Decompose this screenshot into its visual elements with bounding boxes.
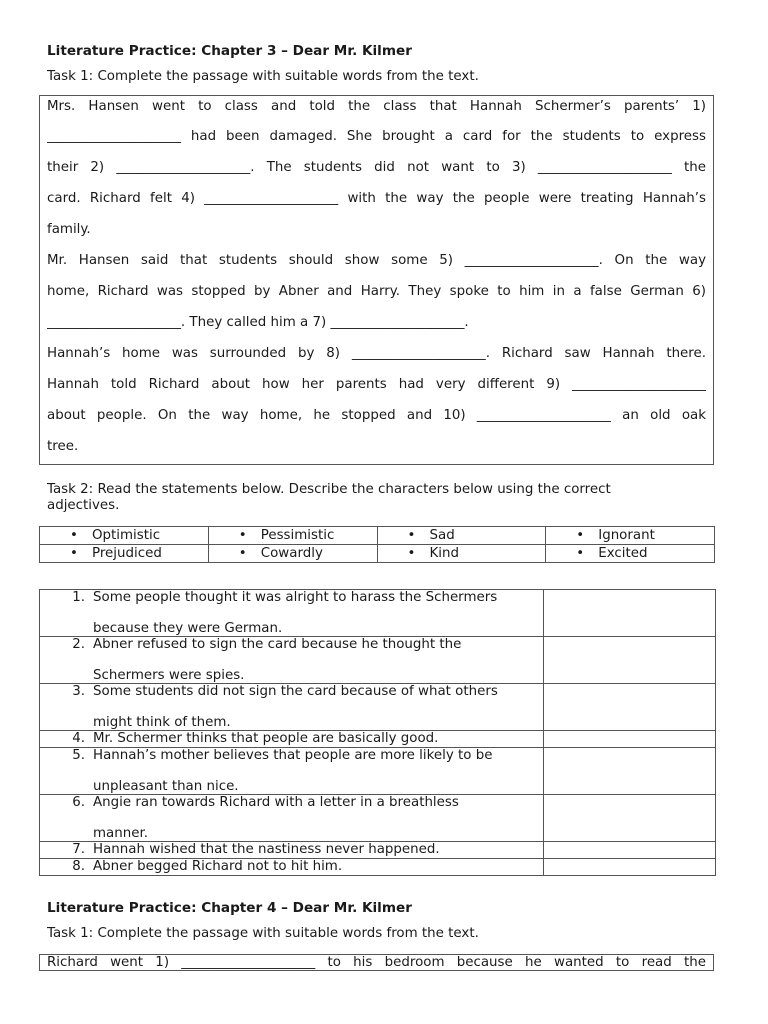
passage-line: Hannah’s home was surrounded by 8) ____________________. Richard saw Hannah there. — [47, 346, 706, 361]
bullet-icon: • — [576, 546, 585, 561]
bullet-icon: • — [70, 546, 78, 561]
adjective-cell — [40, 545, 209, 563]
chapter3-passage-box — [39, 95, 714, 465]
answer-cell[interactable] — [544, 590, 716, 637]
passage-line: Mr. Hansen said that students should show some 5) ____________________. On the way — [47, 253, 706, 268]
statement-text: Hannah wished that the nastiness never happened. — [93, 842, 440, 857]
statement-text: Angie ran towards Richard with a letter in a breathless — [93, 795, 459, 810]
statement-text: because they were German. — [93, 621, 283, 636]
adjective-label: Sad — [429, 528, 455, 543]
statement-row — [40, 842, 716, 859]
answer-cell[interactable] — [544, 859, 716, 876]
passage-line: their 2) ____________________. The students did not want to 3) ____________________ the — [47, 160, 706, 175]
statement-row — [40, 795, 716, 842]
statement-cell — [40, 731, 544, 748]
adjective-label: Ignorant — [598, 528, 655, 543]
chapter3-task2-instruction — [47, 482, 611, 514]
statement-number: 1. — [72, 590, 85, 605]
passage-line: Hannah told Richard about how her parents had very different 9) ____________________ — [47, 377, 706, 392]
statement-cell — [40, 590, 544, 637]
statement-text: Hannah’s mother believes that people are more likely to be — [93, 748, 493, 763]
adjective-cell — [208, 527, 377, 545]
passage-line: home, Richard was stopped by Abner and Harry. They spoke to him in a false German 6) — [47, 284, 706, 299]
adjective-label: Kind — [429, 546, 459, 561]
statement-number: 6. — [72, 795, 85, 810]
bullet-icon: • — [576, 528, 585, 543]
adjective-cell — [546, 527, 715, 545]
passage-line: ____________________. They called him a 7) ____________________. — [47, 315, 469, 330]
statement-cell — [40, 842, 544, 859]
passage-line: card. Richard felt 4) ____________________ with the way the people were treating Hannah’s — [47, 191, 706, 206]
statement-text: unpleasant than nice. — [93, 779, 239, 794]
bullet-icon: • — [70, 528, 78, 543]
statement-text: Schermers were spies. — [93, 668, 245, 683]
adjective-cell — [546, 545, 715, 563]
passage-line: tree. — [47, 439, 79, 454]
bullet-icon: • — [238, 546, 247, 561]
statement-number: 7. — [72, 842, 85, 857]
statement-cell — [40, 684, 544, 731]
chapter3-task1-instruction: Task 1: Complete the passage with suitable words from the text. — [47, 69, 479, 84]
statement-number: 2. — [72, 637, 85, 652]
answer-cell[interactable] — [544, 637, 716, 684]
statement-text: manner. — [93, 826, 148, 841]
adjective-cell — [377, 545, 546, 563]
statement-number: 5. — [72, 748, 85, 763]
adjective-cell — [208, 545, 377, 563]
chapter4-title: Literature Practice: Chapter 4 – Dear Mr. Kilmer — [47, 900, 412, 916]
chapter4-task1-instruction: Task 1: Complete the passage with suitable words from the text. — [47, 926, 479, 941]
statement-text: Abner begged Richard not to hit him. — [93, 859, 343, 874]
passage-line: about people. On the way home, he stopped and 10) ____________________ an old oak — [47, 408, 706, 423]
adjective-row — [40, 545, 715, 563]
adjective-label: Prejudiced — [92, 546, 162, 561]
bullet-icon: • — [407, 546, 416, 561]
bullet-icon: • — [407, 528, 416, 543]
adjective-cell — [377, 527, 546, 545]
adjective-label: Cowardly — [260, 546, 323, 561]
passage-line: Richard went 1) ____________________ to his bedroom because he wanted to read the — [47, 955, 706, 970]
answer-cell[interactable] — [544, 842, 716, 859]
adjective-label: Optimistic — [92, 528, 161, 543]
task2-line: adjectives. — [47, 498, 120, 513]
statement-cell — [40, 637, 544, 684]
statement-text: Abner refused to sign the card because he thought the — [93, 637, 462, 652]
statement-row — [40, 684, 716, 731]
statement-row — [40, 731, 716, 748]
statement-number: 3. — [72, 684, 85, 699]
adjective-label: Pessimistic — [260, 528, 335, 543]
statement-cell — [40, 748, 544, 795]
answer-cell[interactable] — [544, 731, 716, 748]
statement-row — [40, 859, 716, 876]
statement-text: Mr. Schermer thinks that people are basically good. — [93, 731, 439, 746]
answer-cell[interactable] — [544, 795, 716, 842]
passage-line: Mrs. Hansen went to class and told the class that Hannah Schermer’s parents’ 1) — [47, 99, 706, 114]
statement-text: Some people thought it was alright to harass the Schermers — [93, 590, 498, 605]
answer-cell[interactable] — [544, 684, 716, 731]
adjective-table — [39, 526, 715, 563]
statement-text: might think of them. — [93, 715, 231, 730]
statement-number: 4. — [72, 731, 85, 746]
statement-table — [39, 589, 716, 876]
bullet-icon: • — [238, 528, 247, 543]
statement-row — [40, 748, 716, 795]
statement-row — [40, 637, 716, 684]
adjective-label: Excited — [598, 546, 648, 561]
statement-cell — [40, 795, 544, 842]
task2-line: Task 2: Read the statements below. Describe the characters below using the correct — [47, 482, 611, 497]
statement-number: 8. — [72, 859, 85, 874]
statement-text: Some students did not sign the card because of what others — [93, 684, 498, 699]
passage-line: family. — [47, 222, 91, 237]
answer-cell[interactable] — [544, 748, 716, 795]
adjective-cell — [40, 527, 209, 545]
passage-line: ____________________ had been damaged. She brought a card for the students to express — [47, 129, 706, 144]
chapter4-passage-box — [39, 954, 714, 971]
statement-row — [40, 590, 716, 637]
chapter3-title: Literature Practice: Chapter 3 – Dear Mr. Kilmer — [47, 43, 412, 59]
statement-cell — [40, 859, 544, 876]
adjective-row — [40, 527, 715, 545]
